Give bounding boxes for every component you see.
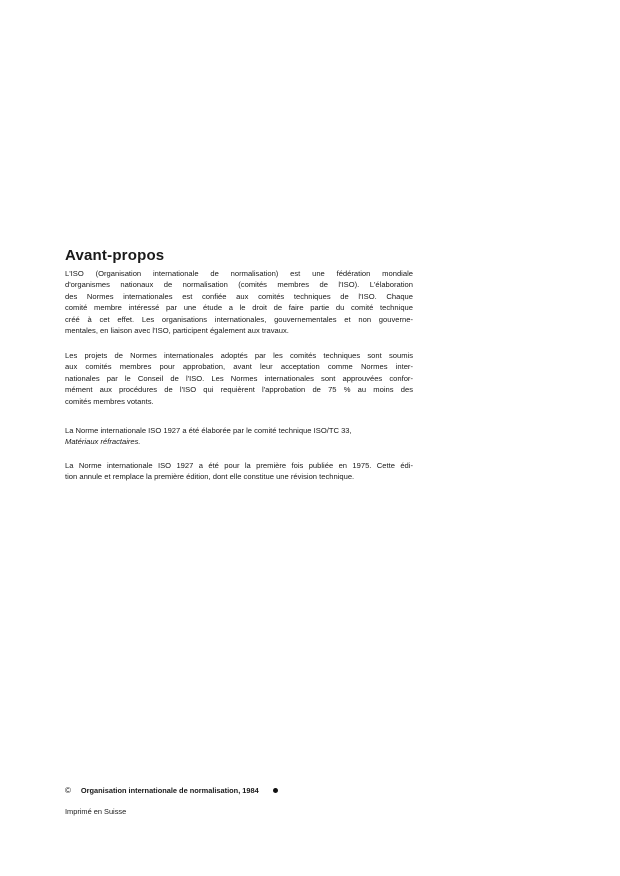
text-line: d'organismes nationaux de normalisation (comités membres de l'ISO). L'élaboration	[65, 280, 413, 290]
copyright-icon: ©	[65, 786, 71, 795]
text-line: nationales par le Conseil de l'ISO. Les Normes internationales sont approuvées confor-	[65, 373, 413, 383]
text-line: L'ISO (Organisation internationale de normalisation) est une fédération mondiale	[65, 269, 413, 278]
paragraph-edition	[65, 460, 413, 483]
page-title: Avant-propos	[65, 247, 165, 264]
text-line: des Normes internationales est confiée aux comités techniques de l'ISO. Chaque	[65, 291, 413, 301]
copyright-text: Organisation internationale de normalisation, 1984	[80, 786, 259, 795]
text-line: créé à cet effet. Les organisations internationales, gouvernementales et non gouverne-	[65, 314, 413, 324]
paragraph-committee	[65, 425, 413, 448]
text-line: comité membre intéressé par une étude a le droit de faire partie du comité technique	[65, 303, 413, 313]
committee-title: Matériaux réfractaires.	[65, 437, 141, 447]
paragraph-iso-intro	[65, 268, 413, 336]
text-line: mément aux procédures de l'ISO qui requièrent l'approbation de 75 % au moins des	[65, 385, 413, 395]
text-line: tion annule et remplace la première édition, dont elle constitue une révision technique.	[65, 472, 355, 482]
text-line: La Norme internationale ISO 1927 a été élaborée par le comité technique ISO/TC 33,	[65, 426, 352, 435]
text-line: Les projets de Normes internationales adoptés par les comités techniques sont soumis	[65, 351, 413, 360]
paragraph-approval	[65, 350, 413, 407]
text-line: mentales, en liaison avec l'ISO, participent également aux travaux.	[65, 326, 289, 336]
printed-in: Imprimé en Suisse	[65, 807, 127, 816]
text-line: La Norme internationale ISO 1927 a été pour la première fois publiée en 1975. Cette édi-	[65, 461, 413, 470]
bullet-icon	[273, 788, 278, 793]
copyright-notice	[65, 786, 278, 795]
text-line: aux comités membres pour approbation, avant leur acceptation comme Normes inter-	[65, 362, 413, 372]
text-line: comités membres votants.	[65, 396, 154, 406]
